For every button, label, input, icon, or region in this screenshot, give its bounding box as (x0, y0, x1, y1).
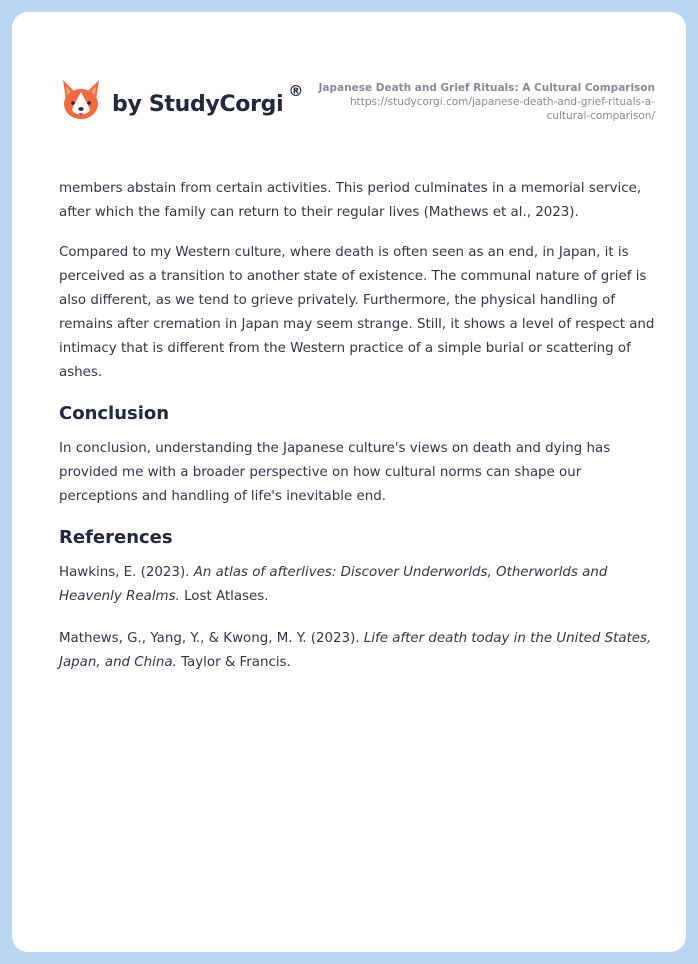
document-title: Japanese Death and Grief Rituals: A Cultural Comparison (318, 82, 655, 94)
conclusion-paragraph: In conclusion, understanding the Japanese culture's views on death and dying has provided me with a broader perspective on how cultural norms can shape our perceptions and handling of life's inevitable end. (59, 441, 611, 504)
document-meta (295, 81, 655, 123)
studycorgi-logo[interactable] (60, 76, 310, 126)
conclusion-heading: Conclusion (59, 403, 170, 424)
reference-title: Life after death today in the United States, Japan, and China. (59, 631, 652, 670)
document-page (12, 12, 686, 952)
page-header (12, 12, 686, 152)
reference-authors: Mathews, G., Yang, Y., & Kwong, M. Y. (2023). (59, 631, 364, 646)
reference-item (59, 561, 659, 609)
corgi-head-icon (60, 78, 102, 124)
reference-publisher: Lost Atlases. (179, 589, 269, 604)
registered-mark: ® (288, 82, 304, 100)
body-paragraph-1: members abstain from certain activities. This period culminates in a memorial service, after which the family can return to their regular lives (Mathews et al., 2023). (59, 181, 642, 220)
brand-name: by StudyCorgi (112, 91, 284, 117)
reference-title: An atlas of afterlives: Discover Underworlds, Otherworlds and Heavenly Realms. (59, 565, 608, 604)
document-body (59, 177, 659, 693)
reference-authors: Hawkins, E. (2023). (59, 565, 194, 580)
body-paragraph-2: Compared to my Western culture, where death is often seen as an end, in Japan, it is perceived as a transition to another state of existence. The communal nature of grief is also different, as we tend to grieve privately. Furthermore, the physical handling of remains after cremation in Japan may seem strange. Still, it shows a level of respect and intimacy that is different from the Western practice of a simple burial or scattering of ashes. (59, 245, 655, 380)
document-url-line-1[interactable]: https://studycorgi.com/japanese-death-and-grief-rituals-a- (349, 96, 655, 108)
document-url-line-2[interactable]: cultural-comparison/ (546, 110, 655, 122)
reference-item (59, 627, 659, 675)
references-heading: References (59, 527, 173, 548)
reference-publisher: Taylor & Francis. (176, 655, 291, 670)
